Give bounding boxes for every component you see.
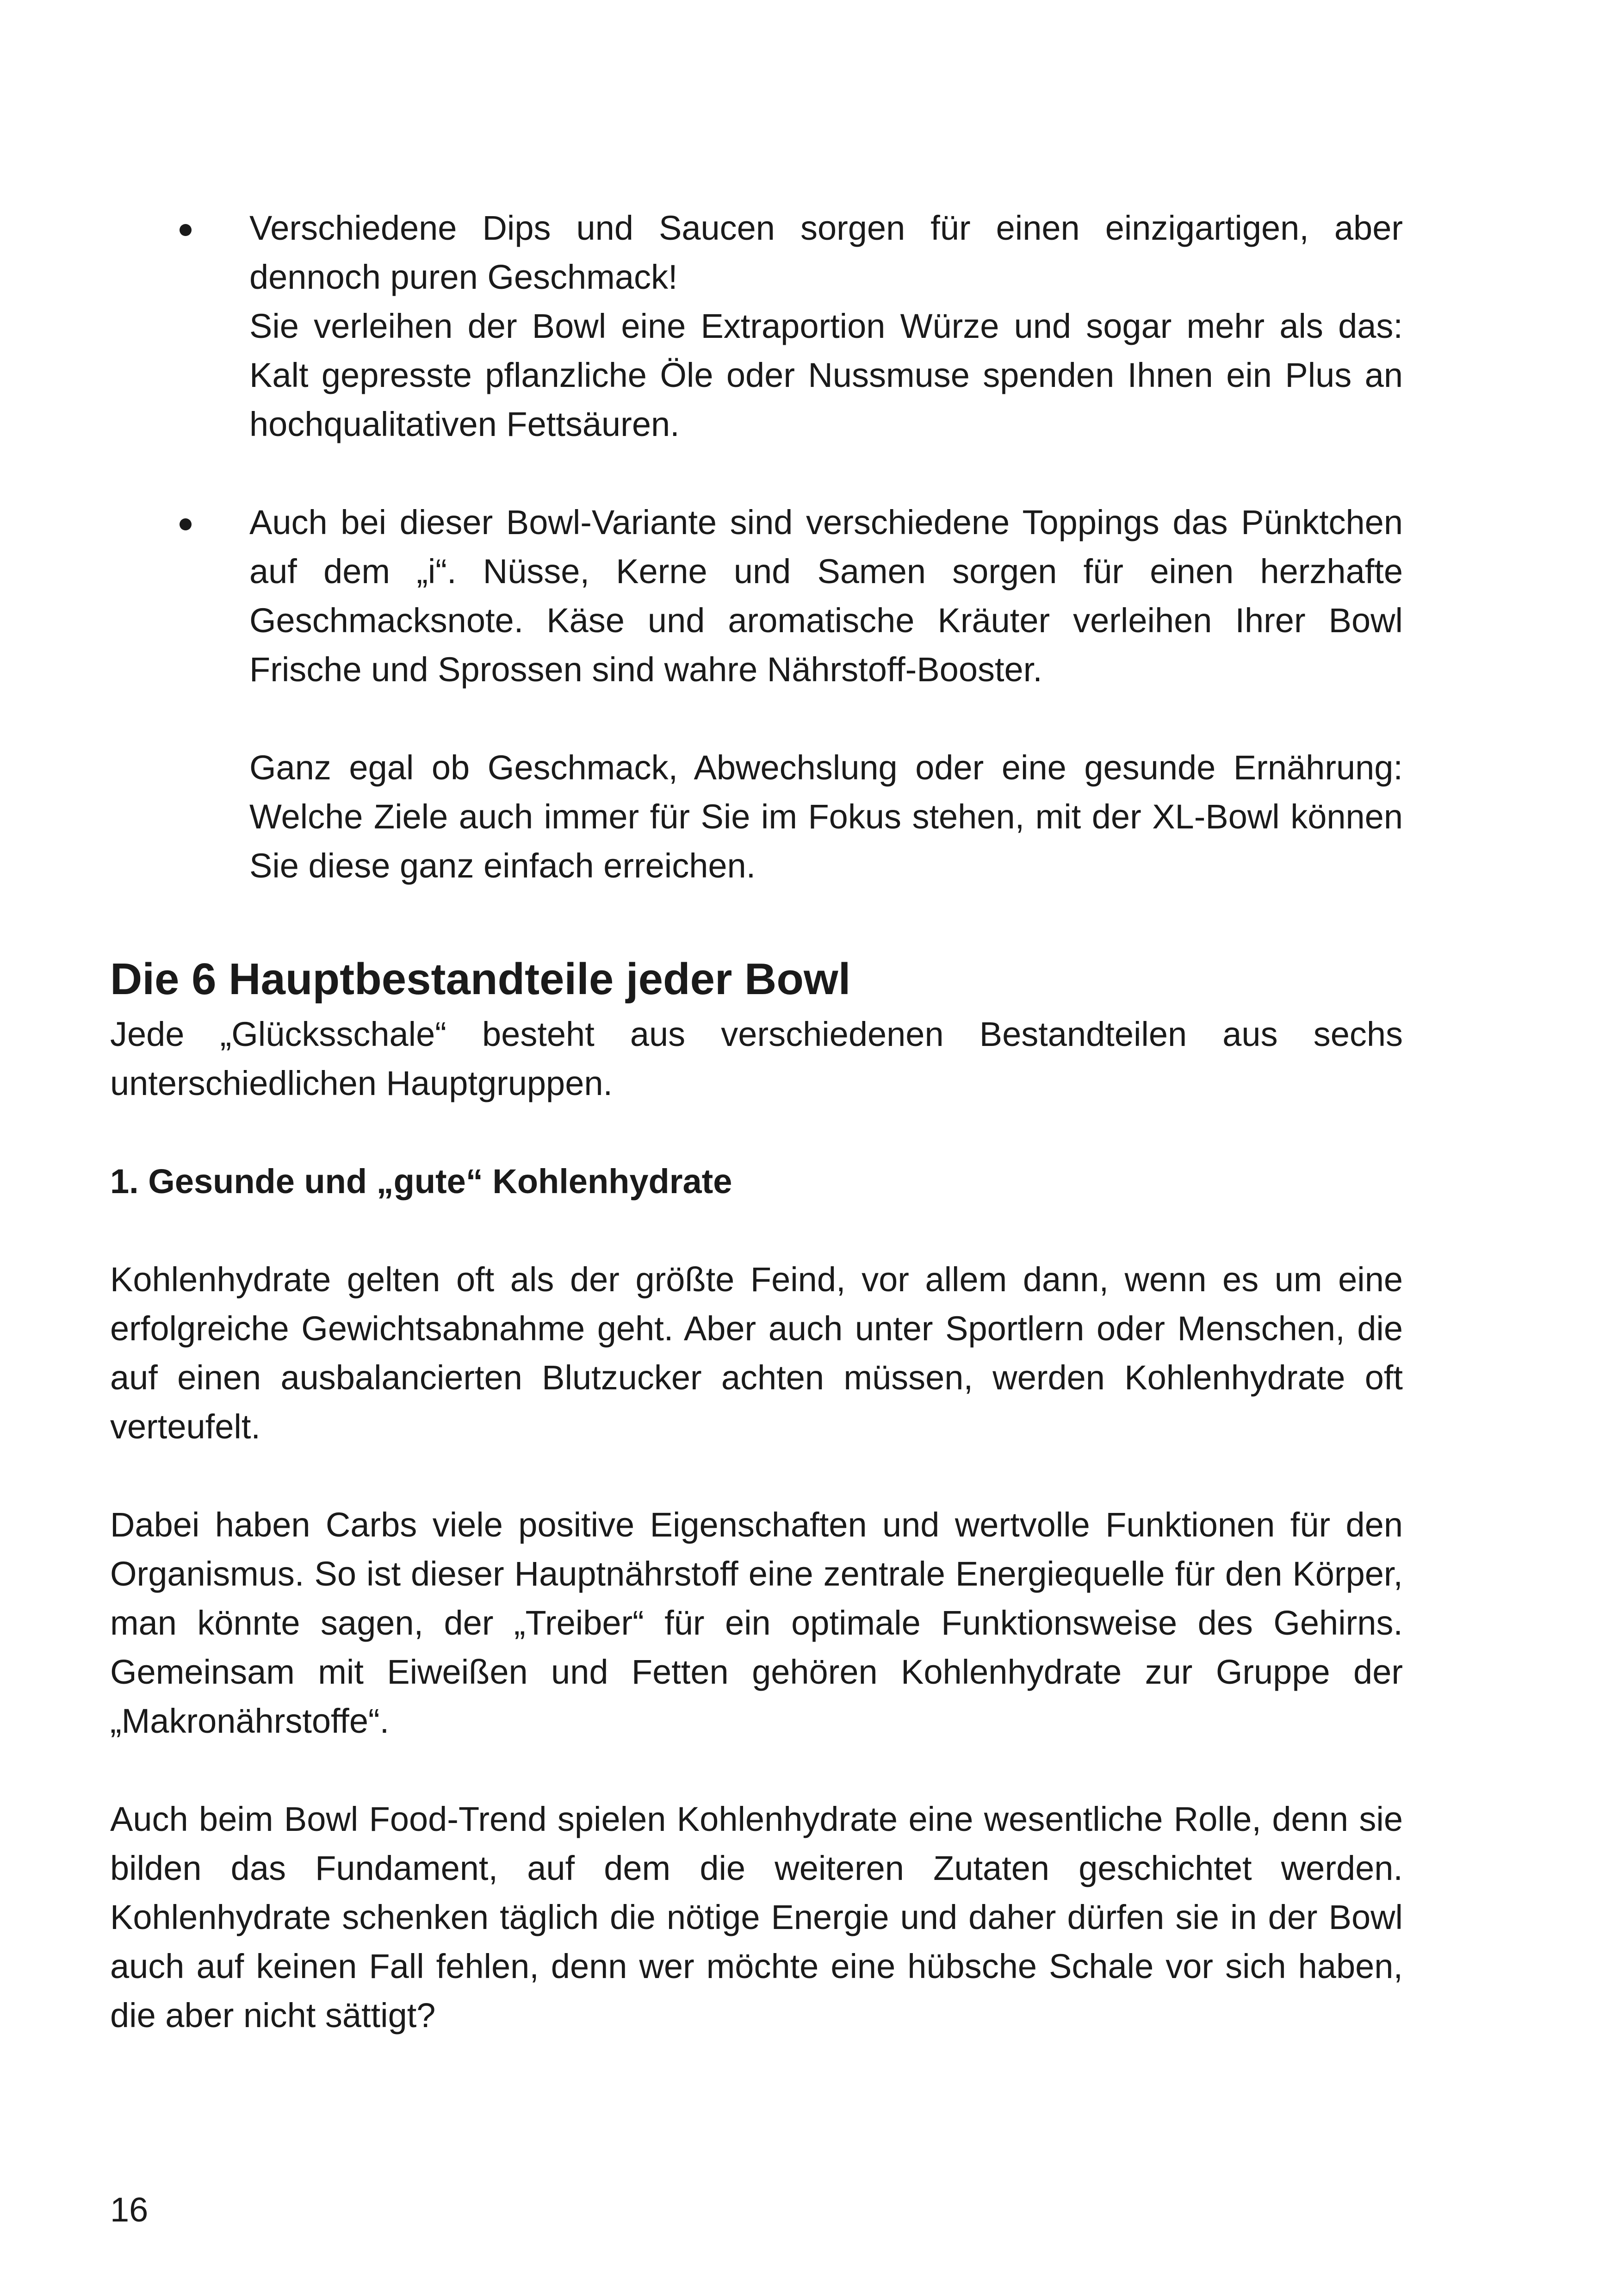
bullet-item-dips xyxy=(110,204,1403,449)
bullet-icon xyxy=(180,518,192,530)
body-paragraph: Auch beim Bowl Food-Trend spielen Kohlenhydrate eine wesentliche Rolle, denn sie bilden das Fundament, auf dem die weiteren Zutaten geschichtet werden. Kohlenhydrate schenken täglich die nötige Energie und daher dürfen sie in der Bowl auch auf keinen Fall fehlen, denn wer möchte eine hübsche Schale vor sich haben, die aber nicht sättigt? xyxy=(110,1800,1403,2035)
body-paragraph: Kohlenhydrate gelten oft als der größte Feind, vor allem dann, wenn es um eine erfolgreiche Gewichtsabnahme geht. Aber auch unter Sportlern oder Menschen, die auf einen ausbalancierten Blutzucker achten müssen, werden Kohlenhydrate oft verteufelt. xyxy=(110,1260,1403,1446)
body-paragraph: Dabei haben Carbs viele positive Eigenschaften und wertvolle Funktionen für den Organismus. So ist dieser Hauptnährstoff eine zentrale Energiequelle für den Körper, man könnte sagen, der „Treiber“ für ein optimale Funktionsweise des Gehirns. Gemeinsam mit Eiweißen und Fetten gehören Kohlenhydrate zur Gruppe der „Makronährstoffe“. xyxy=(110,1506,1403,1740)
bullet-list xyxy=(110,204,1403,890)
section-heading: Die 6 Hauptbestandteile jeder Bowl xyxy=(110,954,851,1004)
bullet-paragraph: Ganz egal ob Geschmack, Abwechslung oder eine gesunde Ernährung: Welche Ziele auch immer für Sie im Fokus stehen, mit der XL-Bowl können Sie diese ganz einfach erreichen. xyxy=(249,748,1403,885)
bullet-paragraph: Verschiedene Dips und Saucen sorgen für einen einzigartigen, aber dennoch puren Geschmack! xyxy=(249,209,1403,296)
bullet-icon xyxy=(180,224,192,236)
bullet-paragraph: Auch bei dieser Bowl-Variante sind verschiedene Toppings das Pünktchen auf dem „i“. Nüsse, Kerne und Samen sorgen für einen herzhafte Geschmacksnote. Käse und aromatische Kräuter verleihen Ihrer Bowl Frische und Sprossen sind wahre Nährstoff-Booster. xyxy=(249,503,1403,689)
bullet-text xyxy=(249,498,1403,890)
page-content xyxy=(110,204,1403,2040)
bullet-paragraph: Sie verleihen der Bowl eine Extraportion Würze und sogar mehr als das: Kalt gepresste pflanzliche Öle oder Nussmuse spenden Ihnen ein Plus an hochqualitativen Fettsäuren. xyxy=(249,307,1403,443)
subsection-heading: 1. Gesunde und „gute“ Kohlenhydrate xyxy=(110,1162,732,1201)
page-number: 16 xyxy=(110,2190,149,2229)
bullet-text xyxy=(249,204,1403,449)
bullet-item-toppings xyxy=(110,498,1403,890)
section-intro: Jede „Glücksschale“ besteht aus verschiedenen Bestandteilen aus sechs unterschiedlichen Hauptgruppen. xyxy=(110,1015,1403,1102)
